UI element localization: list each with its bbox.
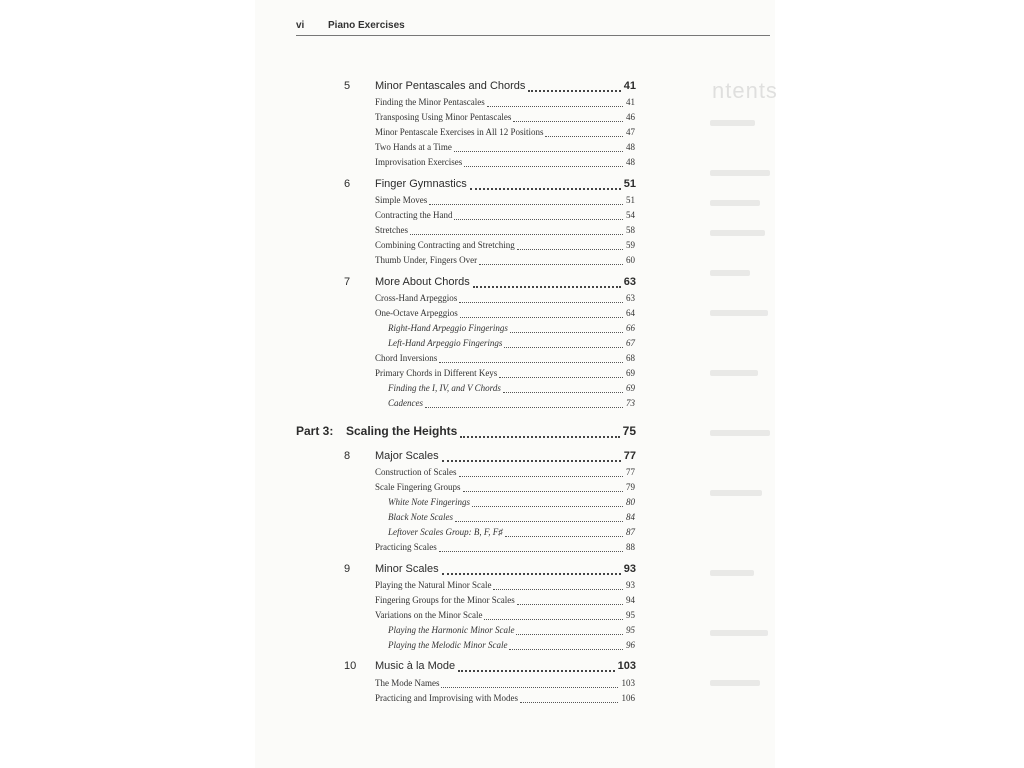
dot-leader — [458, 670, 615, 672]
entry-title: One-Octave Arpeggios — [375, 308, 458, 318]
toc-chapter-row[interactable] — [344, 563, 636, 579]
part-title: Scaling the Heights — [346, 424, 458, 438]
toc-entry-row[interactable] — [375, 353, 635, 366]
dot-leader — [505, 536, 623, 537]
chapter-title: Minor Pentascales and Chords — [375, 80, 526, 92]
dot-leader — [425, 407, 623, 408]
entry-page-number: 58 — [626, 225, 635, 235]
toc-chapter-row[interactable] — [344, 276, 636, 292]
chapter-number: 6 — [344, 178, 351, 190]
toc-entry-row[interactable] — [375, 678, 635, 691]
entry-title: Variations on the Minor Scale — [375, 610, 483, 620]
toc-entry-row[interactable] — [375, 595, 635, 608]
entry-page-number: 67 — [626, 338, 635, 348]
toc-entry-row[interactable] — [375, 482, 635, 495]
dot-leader — [516, 634, 623, 635]
entry-page-number: 73 — [626, 398, 635, 408]
entry-title: White Note Fingerings — [388, 497, 470, 507]
toc-chapter-row[interactable] — [344, 660, 636, 676]
entry-page-number: 88 — [626, 542, 635, 552]
entry-page-number: 48 — [626, 157, 635, 167]
dot-leader — [484, 619, 623, 620]
entry-title: Finding the I, IV, and V Chords — [388, 383, 501, 393]
toc-entry-row[interactable] — [375, 127, 635, 140]
toc-entry-row[interactable] — [375, 255, 635, 268]
entry-page-number: 103 — [621, 678, 635, 688]
entry-page-number: 63 — [626, 293, 635, 303]
chapter-title: Finger Gymnastics — [375, 178, 467, 190]
toc-subentry-row[interactable] — [388, 512, 635, 525]
toc-entry-row[interactable] — [375, 467, 635, 480]
entry-title: Chord Inversions — [375, 353, 438, 363]
toc-subentry-row[interactable] — [388, 338, 635, 351]
entry-title: Minor Pentascale Exercises in All 12 Positions — [375, 127, 544, 137]
entry-title: Practicing and Improvising with Modes — [375, 693, 518, 703]
entry-page-number: 77 — [626, 467, 635, 477]
chapter-number: 7 — [344, 276, 351, 288]
dot-leader — [528, 90, 621, 92]
toc-chapter-row[interactable] — [344, 450, 636, 466]
toc-entry-row[interactable] — [375, 210, 635, 223]
chapter-page-number: 77 — [623, 450, 636, 462]
chapter-title: More About Chords — [375, 276, 470, 288]
entry-page-number: 95 — [626, 625, 635, 635]
dot-leader — [510, 332, 623, 333]
entry-page-number: 41 — [626, 97, 635, 107]
chapter-page-number: 103 — [617, 660, 636, 672]
entry-title: Contracting the Hand — [375, 210, 453, 220]
entry-title: Simple Moves — [375, 195, 428, 205]
dot-leader — [442, 460, 621, 462]
dot-leader — [513, 121, 623, 122]
entry-title: Scale Fingering Groups — [375, 482, 461, 492]
chapter-number: 8 — [344, 450, 351, 462]
dot-leader — [517, 604, 623, 605]
toc-chapter-row[interactable] — [344, 178, 636, 194]
dot-leader — [470, 188, 621, 190]
part-page-number: 75 — [622, 424, 636, 438]
entry-title: Playing the Melodic Minor Scale — [388, 640, 508, 650]
dot-leader — [459, 476, 623, 477]
toc-chapter-row[interactable] — [344, 80, 636, 96]
entry-page-number: 60 — [626, 255, 635, 265]
entry-page-number: 66 — [626, 323, 635, 333]
toc-entry-row[interactable] — [375, 542, 635, 555]
entry-title: Construction of Scales — [375, 467, 457, 477]
entry-title: Cadences — [388, 398, 423, 408]
dot-leader — [459, 302, 623, 303]
entry-page-number: 87 — [626, 527, 635, 537]
entry-page-number: 46 — [626, 112, 635, 122]
entry-title: Cross-Hand Arpeggios — [375, 293, 458, 303]
dot-leader — [493, 589, 623, 590]
chapter-number: 10 — [344, 660, 357, 672]
dot-leader — [410, 234, 623, 235]
toc-subentry-row[interactable] — [388, 398, 635, 411]
entry-title: Right-Hand Arpeggio Fingerings — [388, 323, 508, 333]
dot-leader — [479, 264, 623, 265]
toc-subentry-row[interactable] — [388, 625, 635, 638]
part-label: Part 3: — [296, 424, 334, 438]
dot-leader — [460, 436, 620, 438]
entry-title: Practicing Scales — [375, 542, 437, 552]
toc-part-row[interactable] — [296, 424, 636, 442]
entry-title: Finding the Minor Pentascales — [375, 97, 485, 107]
toc-subentry-row[interactable] — [388, 527, 635, 540]
entry-page-number: 79 — [626, 482, 635, 492]
dot-leader — [509, 649, 623, 650]
chapter-page-number: 63 — [623, 276, 636, 288]
toc-entry-row[interactable] — [375, 693, 635, 706]
entry-page-number: 47 — [626, 127, 635, 137]
entry-title: Improvisation Exercises — [375, 157, 463, 167]
entry-page-number: 93 — [626, 580, 635, 590]
entry-title: Fingering Groups for the Minor Scales — [375, 595, 515, 605]
toc-entry-row[interactable] — [375, 112, 635, 125]
dot-leader — [520, 702, 618, 703]
dot-leader — [439, 551, 623, 552]
header-page-number: vi — [296, 20, 305, 31]
entry-title: Thumb Under, Fingers Over — [375, 255, 478, 265]
entry-title: Leftover Scales Group: B, F, F♯ — [388, 527, 503, 537]
toc-entry-row[interactable] — [375, 142, 635, 155]
entry-title: Combining Contracting and Stretching — [375, 240, 515, 250]
entry-page-number: 80 — [626, 497, 635, 507]
dot-leader — [472, 506, 623, 507]
dot-leader — [439, 362, 623, 363]
toc-subentry-row[interactable] — [388, 497, 635, 510]
toc-subentry-row[interactable] — [388, 383, 635, 396]
entry-page-number: 48 — [626, 142, 635, 152]
entry-title: Playing the Harmonic Minor Scale — [388, 625, 515, 635]
dot-leader — [517, 249, 623, 250]
entry-page-number: 51 — [626, 195, 635, 205]
entry-title: Black Note Scales — [388, 512, 453, 522]
dot-leader — [454, 151, 623, 152]
entry-page-number: 64 — [626, 308, 635, 318]
entry-title: Playing the Natural Minor Scale — [375, 580, 492, 590]
toc-entry-row[interactable] — [375, 368, 635, 381]
chapter-number: 5 — [344, 80, 351, 92]
toc-entry-row[interactable] — [375, 580, 635, 593]
chapter-page-number: 51 — [623, 178, 636, 190]
entry-title: Left-Hand Arpeggio Fingerings — [388, 338, 503, 348]
chapter-title: Major Scales — [375, 450, 439, 462]
entry-title: The Mode Names — [375, 678, 440, 688]
entry-title: Stretches — [375, 225, 408, 235]
header-book-title: Piano Exercises — [328, 20, 405, 31]
dot-leader — [503, 392, 623, 393]
dot-leader — [454, 219, 623, 220]
dot-leader — [460, 317, 623, 318]
dot-leader — [464, 166, 623, 167]
toc-entry-row[interactable] — [375, 97, 635, 110]
dot-leader — [545, 136, 623, 137]
toc-entry-row[interactable] — [375, 195, 635, 208]
dot-leader — [499, 377, 623, 378]
dot-leader — [463, 491, 623, 492]
dot-leader — [473, 286, 621, 288]
dot-leader — [429, 204, 623, 205]
entry-title: Two Hands at a Time — [375, 142, 452, 152]
chapter-page-number: 41 — [623, 80, 636, 92]
chapter-title: Minor Scales — [375, 563, 439, 575]
entry-page-number: 54 — [626, 210, 635, 220]
entry-page-number: 96 — [626, 640, 635, 650]
toc-entry-row[interactable] — [375, 308, 635, 321]
toc-entry-row[interactable] — [375, 225, 635, 238]
toc-subentry-row[interactable] — [388, 640, 635, 653]
entry-page-number: 94 — [626, 595, 635, 605]
entry-title: Transposing Using Minor Pentascales — [375, 112, 512, 122]
entry-title: Primary Chords in Different Keys — [375, 368, 498, 378]
toc-subentry-row[interactable] — [388, 323, 635, 336]
entry-page-number: 84 — [626, 512, 635, 522]
toc-entry-row[interactable] — [375, 157, 635, 170]
toc-entry-row[interactable] — [375, 293, 635, 306]
entry-page-number: 59 — [626, 240, 635, 250]
dot-leader — [442, 573, 621, 575]
entry-page-number: 68 — [626, 353, 635, 363]
entry-page-number: 69 — [626, 383, 635, 393]
entry-page-number: 69 — [626, 368, 635, 378]
chapter-number: 9 — [344, 563, 351, 575]
toc-entry-row[interactable] — [375, 240, 635, 253]
bleed-text: ntents — [712, 78, 778, 103]
dot-leader — [455, 521, 623, 522]
chapter-page-number: 93 — [623, 563, 636, 575]
entry-page-number: 106 — [621, 693, 635, 703]
dot-leader — [504, 347, 623, 348]
entry-page-number: 95 — [626, 610, 635, 620]
dot-leader — [487, 106, 623, 107]
dot-leader — [441, 687, 618, 688]
chapter-title: Music à la Mode — [375, 660, 456, 672]
toc-entry-row[interactable] — [375, 610, 635, 623]
